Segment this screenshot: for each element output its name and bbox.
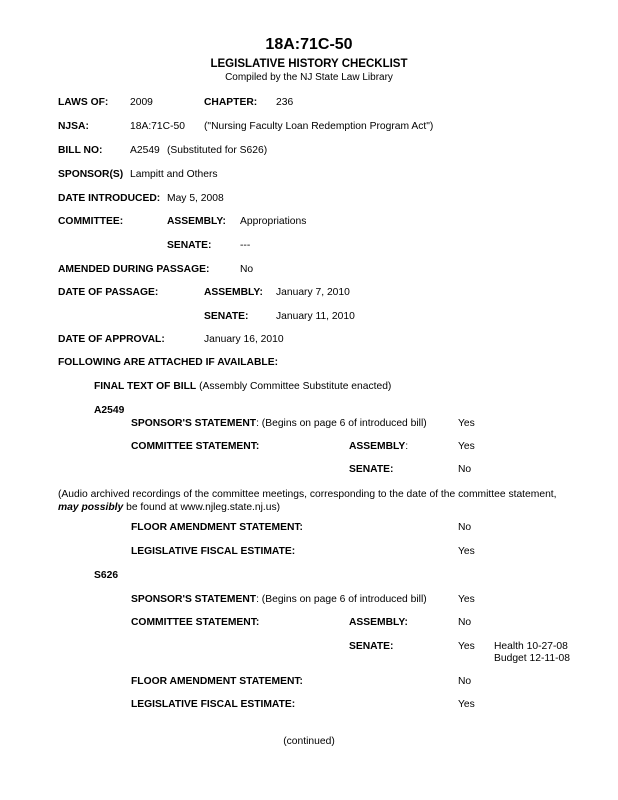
a2549-sponsor-label: SPONSOR'S STATEMENT bbox=[131, 418, 257, 429]
s626-sponsor-statement bbox=[131, 594, 427, 606]
bill-no-value: A2549 bbox=[130, 145, 160, 156]
sponsors-label: SPONSOR(S) bbox=[58, 169, 124, 180]
passage-assembly-value: January 7, 2010 bbox=[276, 287, 350, 298]
a2549-committee-label: COMMITTEE STATEMENT: bbox=[131, 441, 260, 452]
bill-no-note: (Substituted for S626) bbox=[167, 145, 268, 156]
passage-label: DATE OF PASSAGE: bbox=[58, 287, 159, 298]
audio-note-part1: (Audio archived recordings of the committee meetings, corresponding to the date of the committee statement, bbox=[58, 489, 557, 500]
committee-senate-label: SENATE: bbox=[167, 240, 212, 251]
audio-archive-note bbox=[58, 489, 578, 514]
s626-committee-label: COMMITTEE STATEMENT: bbox=[131, 617, 260, 628]
s626-floor-label: FLOOR AMENDMENT STATEMENT: bbox=[131, 676, 303, 687]
s626-sponsor-note: : (Begins on page 6 of introduced bill) bbox=[256, 594, 427, 605]
approval-value: January 16, 2010 bbox=[204, 334, 284, 345]
a2549-floor-value: No bbox=[458, 522, 472, 533]
audio-note-emphasis: may possibly bbox=[58, 501, 124, 513]
passage-assembly-label: ASSEMBLY: bbox=[204, 287, 263, 298]
bill-no-label: BILL NO: bbox=[58, 145, 103, 156]
a2549-assembly-colon: : bbox=[405, 441, 409, 452]
committee-assembly-value: Appropriations bbox=[240, 216, 307, 227]
statute-number: 18A:71C-50 bbox=[265, 36, 353, 53]
committee-senate-value: --- bbox=[240, 240, 251, 251]
a2549-senate-value: No bbox=[458, 464, 472, 475]
sponsors-value: Lampitt and Others bbox=[130, 169, 218, 180]
njsa-label: NJSA: bbox=[58, 121, 89, 132]
audio-note-part2: be found at www.njleg.state.nj.us) bbox=[123, 501, 281, 513]
date-introduced-label: DATE INTRODUCED: bbox=[58, 193, 161, 204]
a2549-assembly-value: Yes bbox=[458, 441, 475, 452]
chapter-label: CHAPTER: bbox=[204, 97, 258, 108]
laws-of-value: 2009 bbox=[130, 97, 153, 108]
act-name: ("Nursing Faculty Loan Redemption Program Act") bbox=[204, 121, 434, 132]
s626-fiscal-value: Yes bbox=[458, 699, 475, 710]
s626-sponsor-value: Yes bbox=[458, 594, 475, 605]
s626-floor-value: No bbox=[458, 676, 472, 687]
a2549-senate-label: SENATE: bbox=[349, 464, 394, 475]
final-text-label: FINAL TEXT OF BILL bbox=[94, 381, 197, 392]
laws-of-label: LAWS OF: bbox=[58, 97, 109, 108]
document-title: LEGISLATIVE HISTORY CHECKLIST bbox=[210, 58, 408, 70]
s626-assembly-value: No bbox=[458, 617, 472, 628]
a2549-fiscal-value: Yes bbox=[458, 546, 475, 557]
s626-sponsor-label: SPONSOR'S STATEMENT bbox=[131, 594, 257, 605]
continued-note: (continued) bbox=[283, 736, 335, 747]
a2549-sponsor-statement bbox=[131, 418, 427, 430]
s626-senate-detail-budget: Budget 12-11-08 bbox=[494, 653, 570, 664]
approval-label: DATE OF APPROVAL: bbox=[58, 334, 165, 345]
s626-fiscal-label: LEGISLATIVE FISCAL ESTIMATE: bbox=[131, 699, 296, 710]
final-text-line bbox=[94, 381, 391, 393]
bill-heading-s626: S626 bbox=[94, 570, 119, 581]
amended-value: No bbox=[240, 264, 254, 275]
committee-label: COMMITTEE: bbox=[58, 216, 124, 227]
amended-label: AMENDED DURING PASSAGE: bbox=[58, 264, 210, 275]
s626-senate-label: SENATE: bbox=[349, 641, 394, 652]
final-text-note: (Assembly Committee Substitute enacted) bbox=[199, 381, 392, 392]
a2549-sponsor-note: : (Begins on page 6 of introduced bill) bbox=[256, 418, 427, 429]
a2549-assembly-label: ASSEMBLY bbox=[349, 441, 406, 452]
a2549-assembly bbox=[349, 441, 408, 453]
passage-senate-value: January 11, 2010 bbox=[276, 311, 355, 322]
s626-senate-value: Yes bbox=[458, 641, 475, 652]
passage-senate-label: SENATE: bbox=[204, 311, 249, 322]
a2549-floor-label: FLOOR AMENDMENT STATEMENT: bbox=[131, 522, 303, 533]
s626-assembly-label: ASSEMBLY: bbox=[349, 617, 408, 628]
chapter-value: 236 bbox=[276, 97, 294, 108]
committee-assembly-label: ASSEMBLY: bbox=[167, 216, 226, 227]
date-introduced-value: May 5, 2008 bbox=[167, 193, 224, 204]
attached-heading: FOLLOWING ARE ATTACHED IF AVAILABLE: bbox=[58, 357, 279, 368]
compiled-by: Compiled by the NJ State Law Library bbox=[225, 72, 393, 83]
bill-heading-a2549: A2549 bbox=[94, 405, 125, 416]
a2549-sponsor-value: Yes bbox=[458, 418, 475, 429]
njsa-value: 18A:71C-50 bbox=[130, 121, 185, 132]
a2549-fiscal-label: LEGISLATIVE FISCAL ESTIMATE: bbox=[131, 546, 296, 557]
s626-senate-detail-health: Health 10-27-08 bbox=[494, 641, 568, 652]
